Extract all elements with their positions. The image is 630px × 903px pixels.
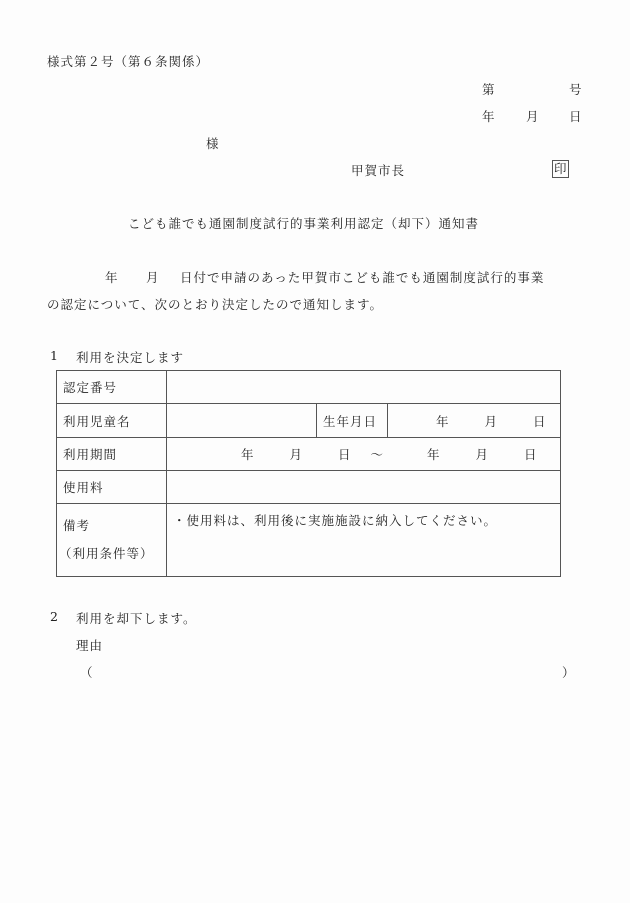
fee-label: 使用料 xyxy=(57,471,167,504)
birthdate-year: 年 xyxy=(436,413,450,429)
period-start-year: 年 xyxy=(241,447,255,462)
section1-number: 1 xyxy=(50,348,58,363)
doc-number-prefix: 第 xyxy=(482,82,495,97)
table-row xyxy=(57,438,561,471)
cert-no-label: 認定番号 xyxy=(57,371,167,404)
section2-heading: 利用を却下します。 xyxy=(76,611,197,626)
period-field[interactable] xyxy=(167,438,561,471)
seal-icon: 印 xyxy=(554,161,567,176)
period-tilde: ～ xyxy=(370,447,385,462)
remarks-field[interactable] xyxy=(167,504,561,577)
reason-close-paren: ） xyxy=(562,665,575,680)
recipient-suffix: 様 xyxy=(206,136,219,151)
table-row xyxy=(57,504,561,577)
table-row xyxy=(57,404,561,438)
period-end-day: 日 xyxy=(524,447,538,462)
period-start-month: 月 xyxy=(289,447,304,462)
body-year: 年 xyxy=(105,270,119,285)
fee-field[interactable] xyxy=(167,471,561,504)
approval-table xyxy=(56,370,561,577)
birthdate-field[interactable] xyxy=(388,404,561,438)
section2-number: 2 xyxy=(50,609,58,624)
cert-no-field[interactable] xyxy=(167,371,561,404)
reason-label: 理由 xyxy=(76,638,104,653)
section1-heading: 利用を決定します xyxy=(76,350,185,365)
remarks-text: ・使用料は、利用後に実施施設に納入してください。 xyxy=(173,513,498,528)
body-line2: の認定について、次のとおり決定したので通知します。 xyxy=(47,297,384,312)
period-end-month: 月 xyxy=(475,447,490,462)
body-month: 月 xyxy=(146,270,160,285)
body-line1: 日付で申請のあった甲賀市こども誰でも通園制度試行的事業 xyxy=(180,270,545,285)
form-number: 様式第２号（第６条関係） xyxy=(47,54,210,69)
document-title: こども誰でも通園制度試行的事業利用認定（却下）通知書 xyxy=(128,216,480,231)
table-row xyxy=(57,471,561,504)
birthdate-label: 生年月日 xyxy=(317,404,388,438)
seal-mark xyxy=(552,160,569,178)
birthdate-month: 月 xyxy=(484,413,499,429)
child-name-field[interactable] xyxy=(167,404,317,438)
period-label: 利用期間 xyxy=(57,438,167,471)
remarks-sublabel: （利用条件等） xyxy=(59,546,154,561)
table-row xyxy=(57,371,561,404)
doc-number-suffix: 号 xyxy=(569,82,582,97)
birthdate-day: 日 xyxy=(533,413,547,429)
remarks-label: 備考 xyxy=(63,518,91,533)
child-name-label: 利用児童名 xyxy=(57,404,167,438)
reason-open-paren: （ xyxy=(80,665,93,680)
period-end-year: 年 xyxy=(427,447,441,462)
date-day: 日 xyxy=(569,109,582,124)
date-year: 年 xyxy=(482,109,495,124)
date-month: 月 xyxy=(526,109,539,124)
issuer-name: 甲賀市長 xyxy=(351,163,406,178)
period-start-day: 日 xyxy=(338,447,352,462)
remarks-label-cell xyxy=(57,504,167,577)
